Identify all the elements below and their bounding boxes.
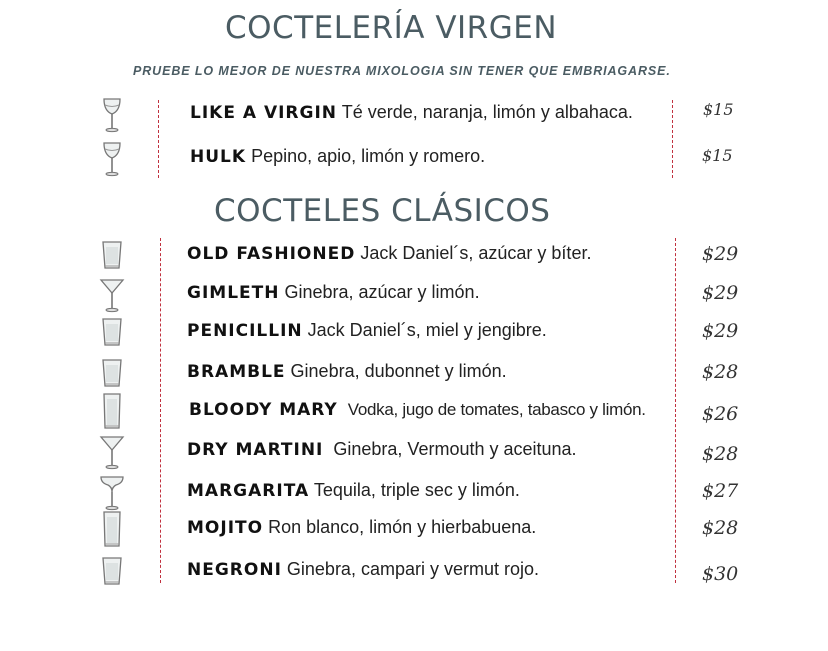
menu-item-name: NEGRONI bbox=[187, 560, 282, 580]
menu-item-old-fashioned bbox=[0, 237, 828, 267]
highball-glass-icon bbox=[98, 511, 126, 549]
right-divider-clasicos bbox=[675, 238, 676, 583]
rocks-glass-icon bbox=[98, 355, 126, 393]
menu-item-name: MOJITO bbox=[187, 518, 264, 538]
section-title-clasicos: COCTELES CLÁSICOS bbox=[214, 193, 551, 229]
menu-item-description: Ginebra, Vermouth y aceituna. bbox=[333, 439, 577, 459]
menu-item-price: $30 bbox=[702, 563, 739, 585]
menu-item-margarita bbox=[0, 474, 828, 504]
section-subtitle-virgen: PRUEBE LO MEJOR DE NUESTRA MIXOLOGIA SIN TENER QUE EMBRIAGARSE. bbox=[133, 64, 671, 78]
wine-glass-icon bbox=[98, 140, 126, 178]
rocks-glass-icon bbox=[98, 553, 126, 591]
menu-item-description: Pepino, apio, limón y romero. bbox=[251, 146, 486, 166]
margarita-glass-icon bbox=[98, 474, 126, 512]
highball-glass-icon bbox=[98, 393, 126, 431]
menu-item-price: $27 bbox=[702, 480, 739, 502]
menu-item-penicillin bbox=[0, 314, 828, 344]
menu-item-bloody-mary bbox=[0, 393, 828, 423]
menu-item-hulk bbox=[0, 140, 828, 170]
menu-item-description: Vodka, jugo de tomates, tabasco y limón. bbox=[347, 400, 646, 419]
menu-item-name: PENICILLIN bbox=[187, 321, 303, 341]
menu-item-price: $26 bbox=[702, 403, 739, 425]
menu-item-description: Ginebra, campari y vermut rojo. bbox=[286, 559, 539, 579]
menu-item-name: LIKE A VIRGIN bbox=[190, 103, 338, 123]
menu-item-price: $28 bbox=[702, 443, 739, 465]
menu-item-gimleth bbox=[0, 276, 828, 306]
menu-item-price: $28 bbox=[702, 517, 739, 539]
menu-item-price: $29 bbox=[702, 282, 739, 304]
menu-item-price: $15 bbox=[703, 100, 734, 119]
menu-item-description: Ginebra, dubonnet y limón. bbox=[290, 361, 507, 381]
menu-item-name: MARGARITA bbox=[187, 481, 310, 501]
menu-item-like-a-virgin bbox=[0, 96, 828, 126]
menu-item-name: BRAMBLE bbox=[187, 362, 286, 382]
menu-item-dry-martini bbox=[0, 433, 828, 463]
martini-glass-icon bbox=[98, 433, 126, 471]
menu-item-name: BLOODY MARY bbox=[189, 400, 338, 420]
rocks-glass-icon bbox=[98, 237, 126, 275]
menu-item-name: HULK bbox=[190, 147, 247, 167]
section-title-virgen: COCTELERÍA VIRGEN bbox=[225, 10, 558, 46]
menu-item-negroni bbox=[0, 553, 828, 583]
rocks-glass-icon bbox=[98, 314, 126, 352]
menu-item-description: Jack Daniel´s, azúcar y bíter. bbox=[360, 243, 592, 263]
menu-item-price: $15 bbox=[702, 146, 733, 165]
left-divider-clasicos bbox=[160, 238, 161, 583]
menu-item-description: Ron blanco, limón y hierbabuena. bbox=[268, 517, 537, 537]
menu-item-mojito bbox=[0, 511, 828, 541]
menu-item-name: GIMLETH bbox=[187, 283, 280, 303]
menu-item-name: OLD FASHIONED bbox=[187, 244, 356, 264]
martini-glass-icon bbox=[98, 276, 126, 314]
menu-item-description: Jack Daniel´s, miel y jengibre. bbox=[307, 320, 547, 340]
menu-item-price: $29 bbox=[702, 320, 739, 342]
menu-item-price: $29 bbox=[702, 243, 739, 265]
right-divider-virgen bbox=[672, 100, 673, 178]
menu-item-description: Té verde, naranja, limón y albahaca. bbox=[341, 102, 633, 122]
menu-item-price: $28 bbox=[702, 361, 739, 383]
wine-glass-icon bbox=[98, 96, 126, 134]
menu-item-description: Ginebra, azúcar y limón. bbox=[284, 282, 480, 302]
menu-item-bramble bbox=[0, 355, 828, 385]
left-divider-virgen bbox=[158, 100, 159, 178]
menu-item-name: DRY MARTINI bbox=[187, 440, 324, 460]
menu-item-description: Tequila, triple sec y limón. bbox=[313, 480, 520, 500]
